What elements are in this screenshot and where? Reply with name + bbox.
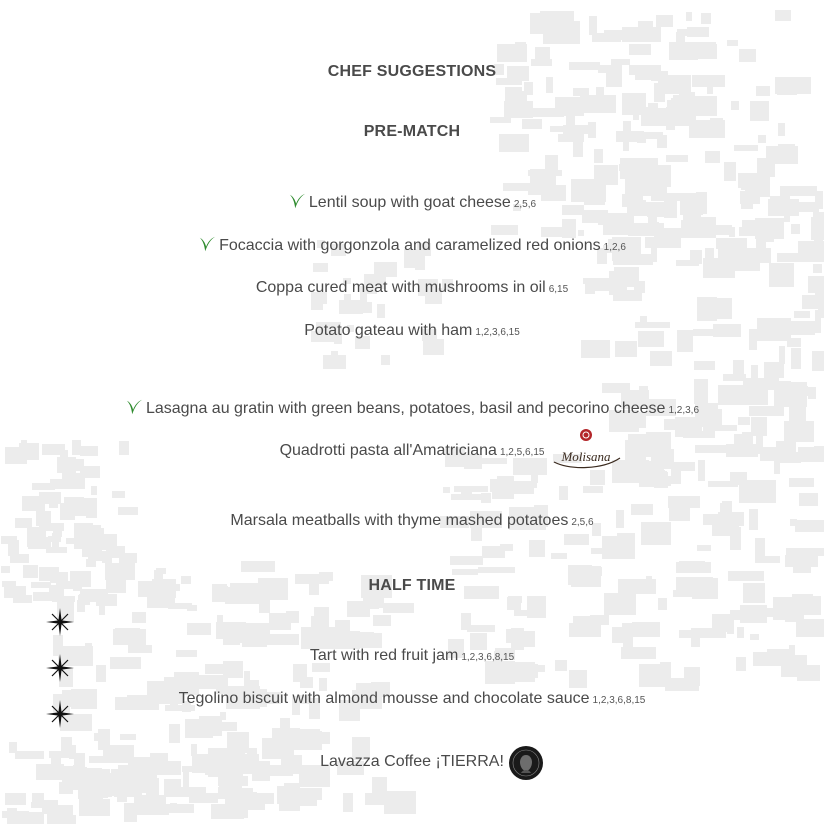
pattern-block: [739, 49, 756, 62]
menu-item-coppa: [0, 279, 824, 297]
pattern-block: [617, 346, 626, 353]
pattern-block: [564, 534, 589, 545]
pattern-block: [573, 616, 593, 636]
pattern-block: [423, 339, 444, 355]
vegetarian-leaf-icon: [198, 235, 216, 253]
pattern-block: [798, 386, 808, 396]
pattern-block: [679, 561, 705, 571]
pattern-block: [583, 486, 603, 493]
sparkle-star-icon: [46, 608, 74, 636]
pattern-block: [698, 460, 705, 481]
pattern-block: [529, 540, 545, 557]
pattern-block: [32, 793, 44, 807]
pattern-block: [27, 535, 35, 547]
pattern-block: [2, 811, 29, 818]
menu-item-name: Potato gateau with ham: [304, 322, 473, 339]
pattern-block: [120, 734, 136, 740]
pattern-block: [82, 543, 96, 557]
pattern-block: [374, 262, 397, 277]
pattern-block: [507, 597, 521, 610]
sparkle-star-icon: [46, 700, 74, 728]
pattern-block: [343, 793, 353, 812]
pattern-block: [96, 665, 106, 682]
pattern-block: [59, 773, 81, 780]
pattern-block: [535, 47, 550, 61]
pattern-block: [467, 625, 495, 632]
allergen-codes: 2,5,6: [513, 199, 537, 210]
allergen-codes: 1,2,3,6: [668, 405, 700, 416]
pattern-block: [22, 496, 45, 511]
pattern-block: [47, 815, 76, 824]
pattern-block: [791, 224, 800, 234]
pattern-block: [187, 623, 211, 635]
pattern-block: [619, 164, 651, 171]
pattern-block: [102, 551, 112, 563]
pattern-block: [168, 780, 178, 788]
pattern-block: [743, 378, 776, 390]
pattern-block: [94, 733, 104, 741]
menu-item-name: Lasagna au gratin with green beans, potatoes, basil and pecorino cheese: [145, 400, 666, 417]
pattern-block: [185, 719, 213, 738]
pattern-block: [591, 548, 610, 554]
pattern-block: [789, 478, 814, 487]
section-heading-pre-match: PRE-MATCH: [363, 123, 461, 140]
pattern-block: [212, 722, 237, 731]
pattern-block: [183, 771, 189, 788]
pattern-block: [300, 677, 313, 688]
menu-item-name: Tegolino biscuit with almond mousse and chocolate sauce: [178, 690, 590, 707]
pattern-block: [557, 553, 567, 559]
pattern-block: [779, 346, 785, 364]
pattern-block: [598, 218, 609, 225]
pattern-block: [168, 603, 192, 609]
pattern-block: [730, 610, 758, 620]
menu-item-name: Quadrotti pasta all'Amatriciana: [279, 442, 497, 459]
pattern-block: [686, 12, 692, 21]
pattern-block: [443, 487, 450, 493]
pattern-block: [450, 556, 483, 565]
section-heading-half-time: HALF TIME: [368, 577, 456, 594]
pattern-block: [784, 421, 814, 442]
pattern-block: [629, 44, 651, 55]
menu-item-name: Lentil soup with goat cheese: [308, 194, 511, 211]
pattern-block: [680, 97, 714, 104]
pattern-block: [705, 151, 720, 163]
pattern-block: [724, 162, 736, 181]
menu-item-name: Marsala meatballs with thyme mashed potatoes: [230, 512, 569, 529]
menu-item-tart: [0, 647, 824, 665]
pattern-block: [218, 787, 226, 799]
pattern-block: [340, 620, 350, 631]
pattern-block: [656, 15, 673, 27]
pattern-block: [384, 791, 416, 814]
pattern-block: [559, 486, 568, 500]
pattern-block: [452, 569, 478, 575]
pattern-block: [77, 600, 85, 612]
menu-item-potato-gateau: [0, 322, 824, 340]
allergen-codes: 1,2,3,6,8,15: [461, 652, 515, 663]
svg-text:Molisana: Molisana: [561, 449, 611, 464]
pattern-block: [799, 493, 818, 506]
pattern-block: [115, 628, 140, 643]
pattern-block: [712, 614, 731, 632]
pattern-block: [666, 155, 688, 162]
pattern-block: [664, 419, 692, 430]
pattern-block: [415, 256, 425, 270]
menu-item-lentil-soup: [0, 192, 824, 212]
pattern-block: [280, 728, 288, 747]
pattern-block: [80, 466, 100, 478]
pattern-block: [785, 555, 818, 567]
pattern-block: [701, 13, 711, 24]
pattern-block: [668, 496, 700, 508]
pattern-block: [731, 101, 739, 110]
allergen-codes: 1,2,3,6,8,15: [592, 695, 646, 706]
pattern-block: [756, 86, 770, 96]
pattern-block: [524, 82, 533, 95]
pattern-block: [1, 566, 10, 573]
pattern-block: [61, 479, 67, 486]
pattern-block: [79, 799, 110, 816]
pattern-block: [9, 742, 17, 753]
pattern-block: [319, 732, 330, 744]
pattern-block: [91, 486, 97, 495]
sparkle-star-icon: [46, 654, 74, 682]
pattern-block: [285, 789, 317, 806]
pattern-block: [813, 264, 822, 273]
pattern-block: [511, 46, 520, 62]
pattern-block: [631, 107, 649, 115]
pattern-block: [491, 225, 518, 235]
menu-item-focaccia: [0, 235, 824, 255]
pattern-block: [676, 32, 685, 43]
pattern-block: [739, 480, 776, 503]
pattern-block: [592, 33, 621, 42]
pattern-block: [10, 554, 29, 563]
pattern-block: [286, 611, 299, 623]
pattern-block: [580, 95, 616, 113]
menu-item-lasagna: [0, 398, 824, 418]
pattern-block: [165, 804, 194, 813]
pattern-block: [594, 165, 618, 185]
pattern-block: [778, 144, 795, 156]
menu-item-marsala-meatballs: [0, 512, 824, 530]
pattern-block: [499, 482, 534, 494]
allergen-codes: 6,15: [548, 284, 569, 295]
pattern-block: [132, 612, 146, 623]
pattern-block: [5, 793, 26, 805]
pattern-block: [498, 662, 535, 682]
pattern-block: [451, 494, 487, 500]
pattern-block: [169, 724, 180, 743]
pattern-block: [622, 623, 637, 635]
pattern-block: [383, 603, 414, 613]
pattern-block: [617, 533, 635, 550]
pattern-block: [727, 40, 738, 46]
menu-item-quadrotti: [0, 442, 824, 460]
pattern-block: [205, 664, 234, 674]
menu-item-name: Lavazza Coffee ¡TIERRA!: [320, 753, 504, 770]
pattern-block: [521, 110, 552, 117]
pattern-block: [62, 780, 86, 790]
pattern-block: [697, 297, 717, 321]
pattern-block: [694, 361, 715, 370]
pattern-block: [750, 101, 769, 121]
pattern-block: [589, 16, 597, 35]
pattern-block: [697, 545, 711, 551]
pattern-block: [170, 803, 177, 809]
pattern-block: [679, 630, 711, 638]
pattern-block: [66, 538, 78, 544]
pattern-block: [534, 665, 545, 672]
pattern-block: [555, 97, 584, 116]
pattern-block: [356, 683, 375, 690]
pattern-block: [134, 795, 166, 812]
pattern-block: [232, 628, 247, 643]
vegetarian-leaf-icon: [125, 398, 143, 416]
pattern-block: [755, 538, 765, 557]
pattern-block: [812, 351, 824, 371]
pattern-block: [524, 631, 535, 647]
pattern-block: [232, 800, 265, 810]
pattern-block: [650, 222, 659, 231]
pattern-block: [619, 601, 633, 615]
vegetarian-leaf-icon: [288, 192, 306, 210]
pattern-block: [680, 42, 716, 57]
pattern-block: [8, 540, 19, 556]
pattern-block: [785, 608, 797, 622]
pattern-block: [738, 417, 750, 425]
pattern-block: [737, 627, 744, 638]
pattern-block: [503, 183, 542, 191]
pattern-block: [741, 174, 770, 190]
pattern-block: [454, 486, 488, 492]
pattern-block: [775, 10, 791, 21]
pattern-block: [42, 800, 58, 814]
allergen-codes: 2,5,6: [571, 517, 594, 528]
pattern-block: [514, 610, 527, 616]
pattern-block: [786, 548, 824, 556]
pattern-block: [602, 383, 630, 393]
pattern-block: [365, 793, 384, 805]
pattern-block: [500, 544, 513, 551]
pattern-block: [656, 666, 666, 687]
menu-item-name: Coppa cured meat with mushrooms in oil: [255, 279, 546, 296]
pattern-block: [313, 263, 328, 272]
menu-item-name: Focaccia with gorgonzola and caramelized red onions: [219, 237, 601, 254]
allergen-codes: 1,2,3,6,15: [475, 327, 520, 338]
menu-title: CHEF SUGGESTIONS: [327, 63, 497, 80]
pattern-block: [658, 598, 667, 610]
pattern-block: [569, 670, 587, 688]
pattern-block: [755, 556, 780, 563]
la-molisana-logo: [550, 428, 622, 474]
pattern-block: [573, 88, 589, 96]
pattern-block: [674, 462, 695, 471]
pattern-block: [723, 374, 746, 381]
menu-item-lavazza-coffee: [0, 753, 824, 771]
tierra-coffee-logo: [508, 745, 544, 781]
pattern-block: [373, 615, 391, 626]
pattern-block: [690, 431, 715, 438]
pattern-block: [505, 87, 522, 110]
pattern-block: [112, 491, 125, 498]
pattern-block: [244, 671, 250, 687]
pattern-block: [764, 362, 784, 378]
pattern-block: [639, 470, 665, 487]
pattern-block: [130, 785, 142, 796]
pattern-block: [478, 567, 515, 573]
menu-item-tegolino: [0, 690, 824, 708]
pattern-block: [791, 348, 801, 369]
pattern-block: [331, 351, 338, 363]
pattern-block: [301, 627, 336, 649]
pattern-block: [650, 351, 672, 366]
allergen-codes: 1,2,5,6,15: [499, 447, 545, 458]
menu-item-name: Tart with red fruit jam: [309, 647, 459, 664]
pattern-block: [241, 561, 275, 572]
pattern-block: [225, 795, 235, 811]
pattern-block: [143, 772, 157, 780]
pattern-block: [530, 13, 561, 34]
pattern-block: [377, 304, 385, 318]
pattern-block: [750, 634, 759, 640]
pattern-block: [594, 149, 603, 163]
pattern-block: [734, 145, 758, 151]
pattern-block: [381, 355, 390, 365]
pattern-block: [622, 27, 661, 42]
pattern-block: [265, 634, 299, 645]
pattern-block: [581, 340, 610, 358]
pattern-block: [461, 613, 471, 630]
pattern-block: [527, 596, 546, 618]
pattern-block: [339, 300, 363, 314]
pattern-block: [796, 619, 824, 637]
pattern-block: [794, 311, 810, 318]
pattern-block: [189, 793, 218, 803]
pattern-block: [285, 729, 320, 736]
pattern-block: [513, 458, 547, 475]
allergen-codes: 1,2,6: [603, 242, 626, 253]
